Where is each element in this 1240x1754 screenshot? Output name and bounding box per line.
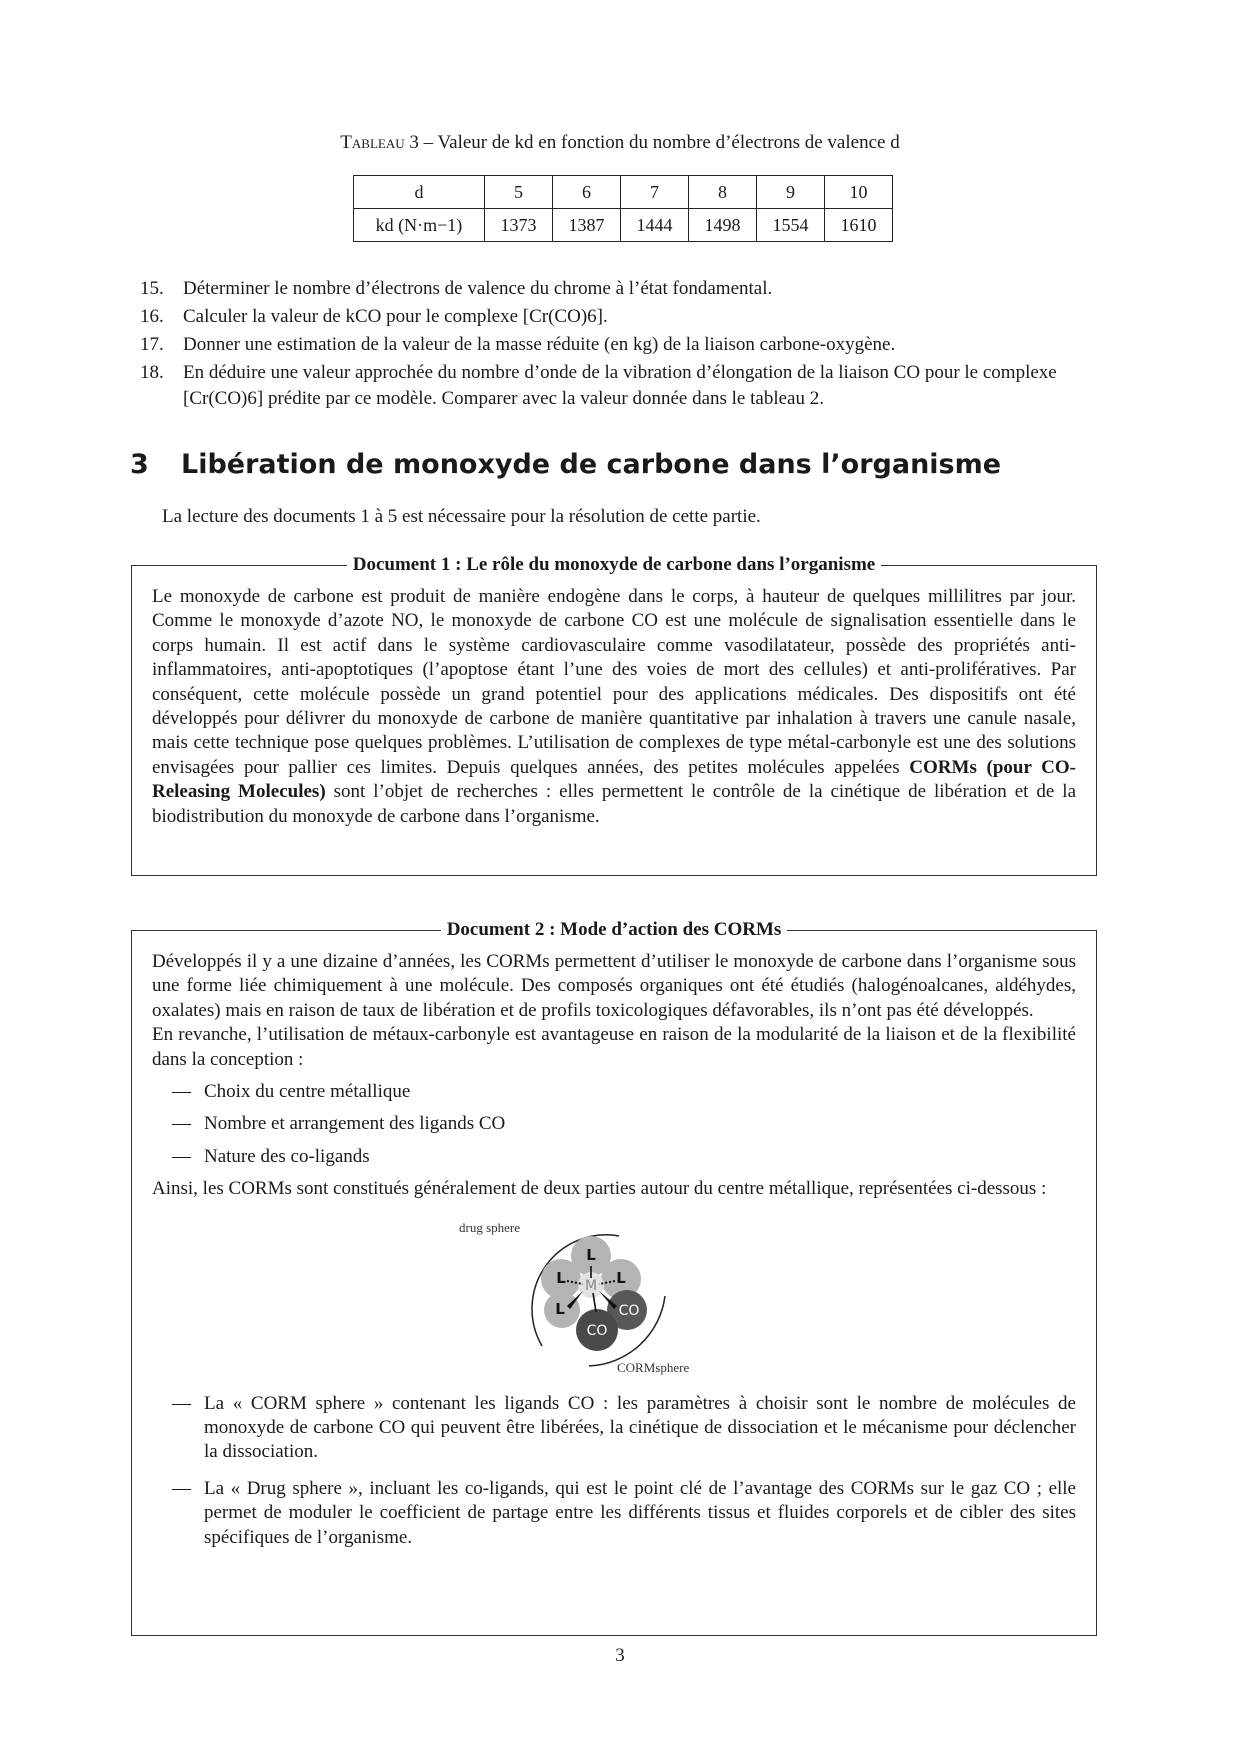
question-text: En déduire une valeur approchée du nombre d’onde de la vibration d’élongation de la liaison CO pour le complexe [Cr(CO)6] prédite par ce modèle. Comparer avec la valeur donnée dans le tableau 2. <box>183 362 1057 409</box>
table-cell: 1498 <box>689 209 757 242</box>
section-number: 3 <box>130 449 149 480</box>
question-number: 15. <box>140 278 164 299</box>
question-text: Donner une estimation de la valeur de la masse réduite (en kg) de la liaison carbone-oxygène. <box>183 334 896 355</box>
list-item: — La « CORM sphere » contenant les ligands CO : les paramètres à choisir sont le nombre de molécules de monoxyde de carbone CO qui peuvent être libérées, la cinétique de dissociation et le mécanisme pour déclencher la dissociation. <box>172 1392 1076 1465</box>
section-title: Libération de monoxyde de carbone dans l’organisme <box>181 449 1002 480</box>
question-item <box>140 304 1120 330</box>
document-1-paragraph <box>152 585 1076 829</box>
question-text: Calculer la valeur de kCO pour le complexe [Cr(CO)6]. <box>183 306 608 327</box>
corm-diagram <box>457 1208 767 1378</box>
document-2-title: Document 2 : Mode d’action des CORMs <box>441 919 788 940</box>
table-row-kd <box>354 209 893 242</box>
table-cell: 5 <box>485 176 553 209</box>
doc1-text-before: Le monoxyde de carbone est produit de manière endogène dans le corps, à hauteur de quelques millilitres par jour. Comme le monoxyde d’azote NO, le monoxyde de carbone CO est une molécule de signalisation essentielle dans le corps humain. Il est actif dans le système cardiovasculaire comme vasodilatateur, possède des propriétés anti-inflammatoires, anti-apoptotiques (l’apoptose étant l’une des voies de mort des cellules) et anti-prolifératives. Par conséquent, cette molécule possède un grand potentiel pour des applications médicales. Des dispositifs ont été développés pour délivrer du monoxyde de carbone de manière quantitative par inhalation à travers une canule nasale, mais cette technique pose quelques problèmes. L’utilisation de complexes de type métal-carbonyle est une des solutions envisagées pour pallier ces limites. Depuis quelques années, des petites molécules appelées <box>152 586 1076 778</box>
list-item: — Choix du centre métallique <box>172 1080 1076 1104</box>
table-cell: 9 <box>757 176 825 209</box>
table-header-d: d <box>354 176 485 209</box>
section-intro: La lecture des documents 1 à 5 est nécessaire pour la résolution de cette partie. <box>162 506 761 527</box>
table-cell: 1554 <box>757 209 825 242</box>
question-text: Déterminer le nombre d’électrons de valence du chrome à l’état fondamental. <box>183 278 773 299</box>
doc2-paragraph-2: En revanche, l’utilisation de métaux-carbonyle est avantageuse en raison de la modularité de la liaison et de la flexibilité dans la conception : <box>152 1024 1076 1070</box>
question-number: 16. <box>140 306 164 327</box>
metal-label: M <box>584 1277 598 1294</box>
doc1-text-after: sont l’objet de recherches : elles permettent le contrôle de la cinétique de libération et de la biodistribution du monoxyde de carbone dans l’organisme. <box>152 781 1076 827</box>
corm-figure <box>457 1208 767 1378</box>
question-list <box>140 276 1120 414</box>
document-2-body <box>132 931 1096 1550</box>
drug-sphere-label: drug sphere <box>459 1219 521 1235</box>
table-cell: 1373 <box>485 209 553 242</box>
question-number: 18. <box>140 362 164 383</box>
page-number: 3 <box>615 1645 625 1666</box>
table-cell: 10 <box>825 176 893 209</box>
question-item <box>140 276 1120 302</box>
table-caption-label: Tableau 3 <box>340 132 419 153</box>
list-item: — Nombre et arrangement des ligands CO <box>172 1112 1076 1136</box>
doc2-design-list <box>152 1080 1076 1169</box>
table-header-kd: kd (N·m−1) <box>354 209 485 242</box>
document-2-box <box>131 919 1097 1636</box>
corm-sphere-label: CORMsphere <box>617 1359 690 1375</box>
ligand-label: L <box>556 1268 566 1287</box>
doc2-sphere-list <box>152 1392 1076 1550</box>
document-1-title: Document 1 : Le rôle du monoxyde de carbone dans l’organisme <box>347 554 881 575</box>
question-item <box>140 332 1120 358</box>
co-label: CO <box>586 1322 608 1339</box>
document-1-box <box>131 554 1097 876</box>
table-caption-text: – Valeur de kd en fonction du nombre d’électrons de valence d <box>423 132 900 153</box>
question-item <box>140 360 1120 412</box>
table-cell: 8 <box>689 176 757 209</box>
table-cell: 1387 <box>553 209 621 242</box>
co-label: CO <box>618 1302 640 1319</box>
doc1-bold-term: CORMs (pour CO-Releasing Molecules) <box>152 756 1077 803</box>
question-number: 17. <box>140 334 164 355</box>
list-item: — La « Drug sphere », incluant les co-ligands, qui est le point clé de l’avantage des CORMs sur le gaz CO ; elle permet de moduler le coefficient de partage entre les différents tissus et fluides corporels et de cibler des sites spécifiques de l’organisme. <box>172 1477 1076 1550</box>
table-row-d <box>354 176 893 209</box>
table-caption <box>0 130 1240 155</box>
doc2-paragraph-1: Développés il y a une dizaine d’années, les CORMs permettent d’utiliser le monoxyde de carbone dans l’organisme sous une forme liée chimiquement à une molécule. Des composés organiques ont été étudiés (halogénoalcanes, aldéhydes, oxalates) mais en raison de taux de libération et de profils toxicologiques défavorables, ils n’ont pas été développés. <box>152 951 1076 1021</box>
section-heading <box>130 448 1001 482</box>
ligand-label: L <box>586 1245 596 1264</box>
table-cell: 1610 <box>825 209 893 242</box>
table-cell: 1444 <box>621 209 689 242</box>
table-cell: 7 <box>621 176 689 209</box>
kd-table <box>353 175 893 242</box>
ligand-label: L <box>616 1268 626 1287</box>
table-cell: 6 <box>553 176 621 209</box>
doc2-paragraph-3: Ainsi, les CORMs sont constitués généralement de deux parties autour du centre métallique, représentées ci-dessous : <box>152 1178 1047 1200</box>
ligand-label: L <box>555 1299 565 1318</box>
list-item: — Nature des co-ligands <box>172 1145 1076 1169</box>
document-1-body <box>132 566 1096 829</box>
